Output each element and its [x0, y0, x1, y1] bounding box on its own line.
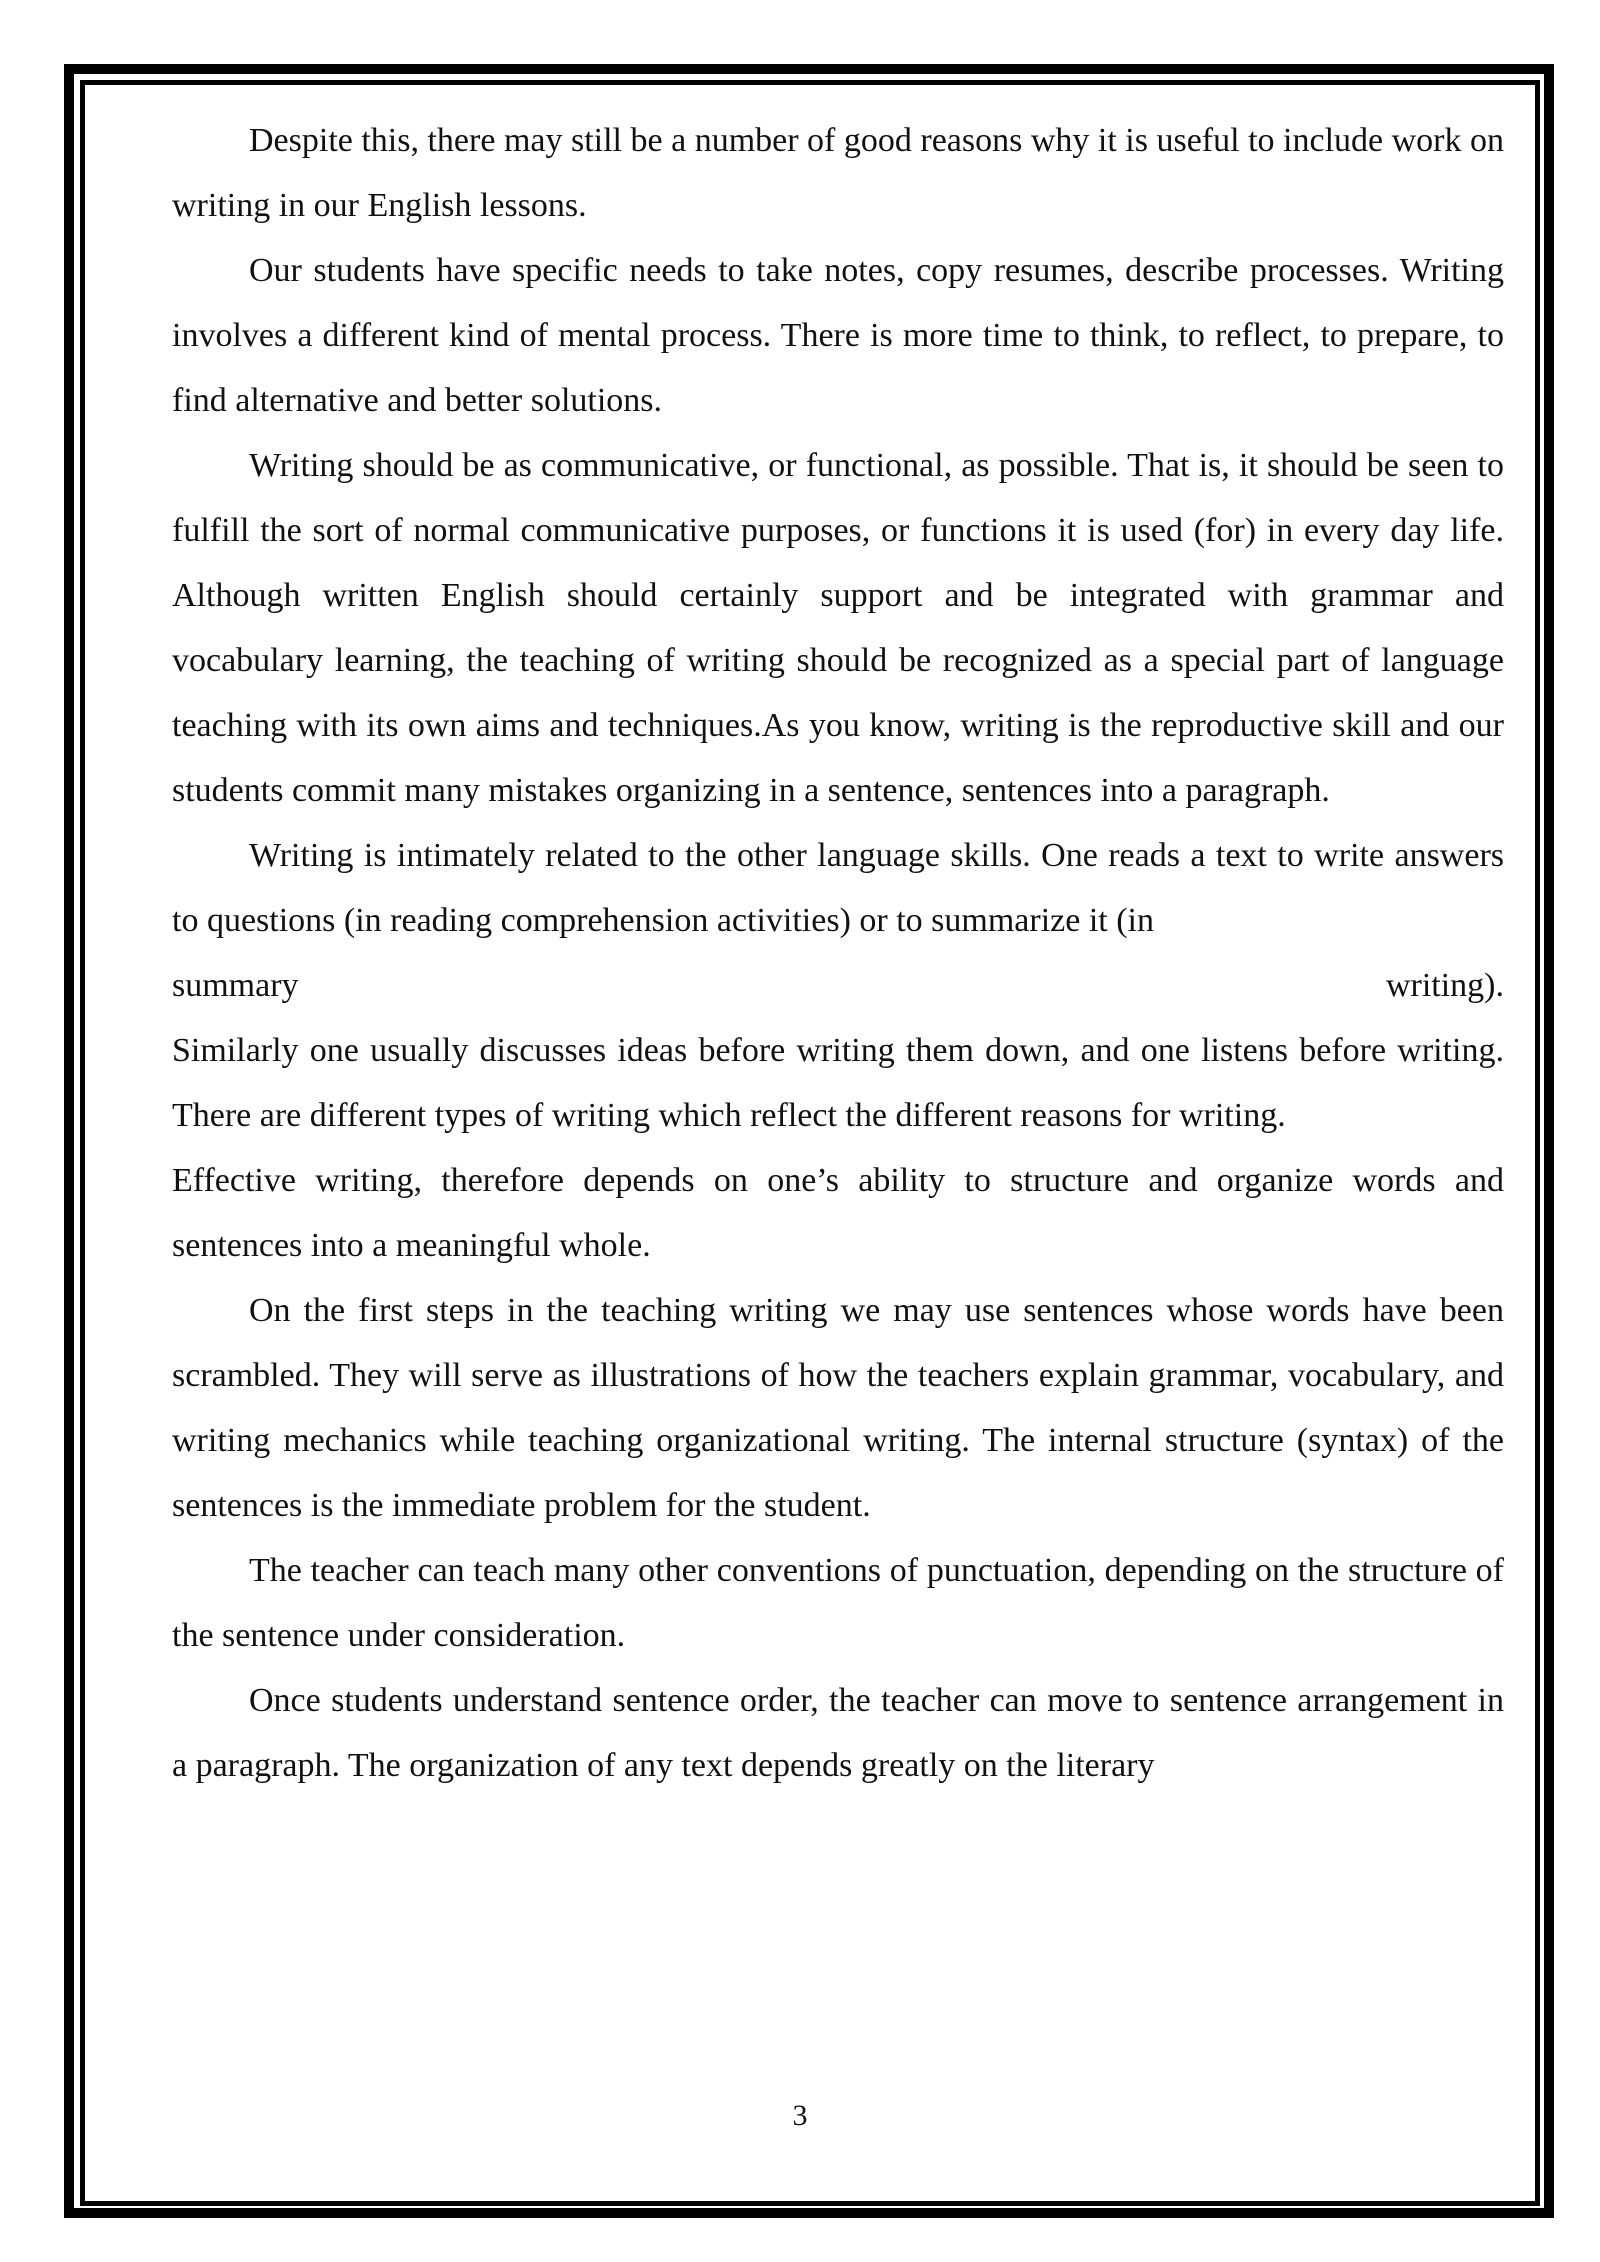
paragraph-sentence-order: Once students understand sentence order, the teacher can move to sentence arrangement in a paragraph. The organization of any text depends greatly on the literary: [172, 1682, 1504, 1784]
page-number: 3: [792, 2099, 808, 2132]
paragraph-punctuation: The teacher can teach many other conventions of punctuation, depending on the structure of the sentence under consideration.: [172, 1552, 1504, 1654]
paragraph-similarly: Similarly one usually discusses ideas before writing them down, and one listens before writing. There are different types of writing which reflect the different reasons for writing.: [172, 1032, 1504, 1134]
paragraph-summary-line: [172, 953, 1504, 1018]
writing-word: writing).: [1385, 967, 1504, 1004]
paragraph-language-skills: Writing is intimately related to the other language skills. One reads a text to write answers to questions (in reading comprehension activities) or to summarize it (in: [172, 837, 1504, 939]
paragraph-scrambled-sentences: On the first steps in the teaching writing we may use sentences whose words have been scrambled. They will serve as illustrations of how the teachers explain grammar, vocabulary, and writing mechanics while teaching organizational writing. The internal structure (syntax) of the sentences is the immediate problem for the student.: [172, 1292, 1504, 1524]
paragraph-student-needs: Our students have specific needs to take notes, copy resumes, describe processes. Writing involves a different kind of mental process. There is more time to think, to reflect, to prepare, to find alternative and better solutions.: [172, 252, 1504, 419]
summary-word: summary: [172, 967, 299, 1004]
paragraph-effective-writing: Effective writing, therefore depends on one’s ability to structure and organize words and sentences into a meaningful whole.: [172, 1162, 1504, 1264]
page-body: [172, 108, 1504, 1798]
paragraph-reasons: Despite this, there may still be a number of good reasons why it is useful to include work on writing in our English lessons.: [172, 122, 1504, 224]
paragraph-communicative-writing: Writing should be as communicative, or functional, as possible. That is, it should be seen to fulfill the sort of normal communicative purposes, or functions it is used (for) in every day life. Although written English should certainly support and be integrated with grammar and vocabulary learning, the teaching of writing should be recognized as a special part of language teaching with its own aims and techniques.As you know, writing is the reproductive skill and our students commit many mistakes organizing in a sentence, sentences into a paragraph.: [172, 447, 1504, 809]
